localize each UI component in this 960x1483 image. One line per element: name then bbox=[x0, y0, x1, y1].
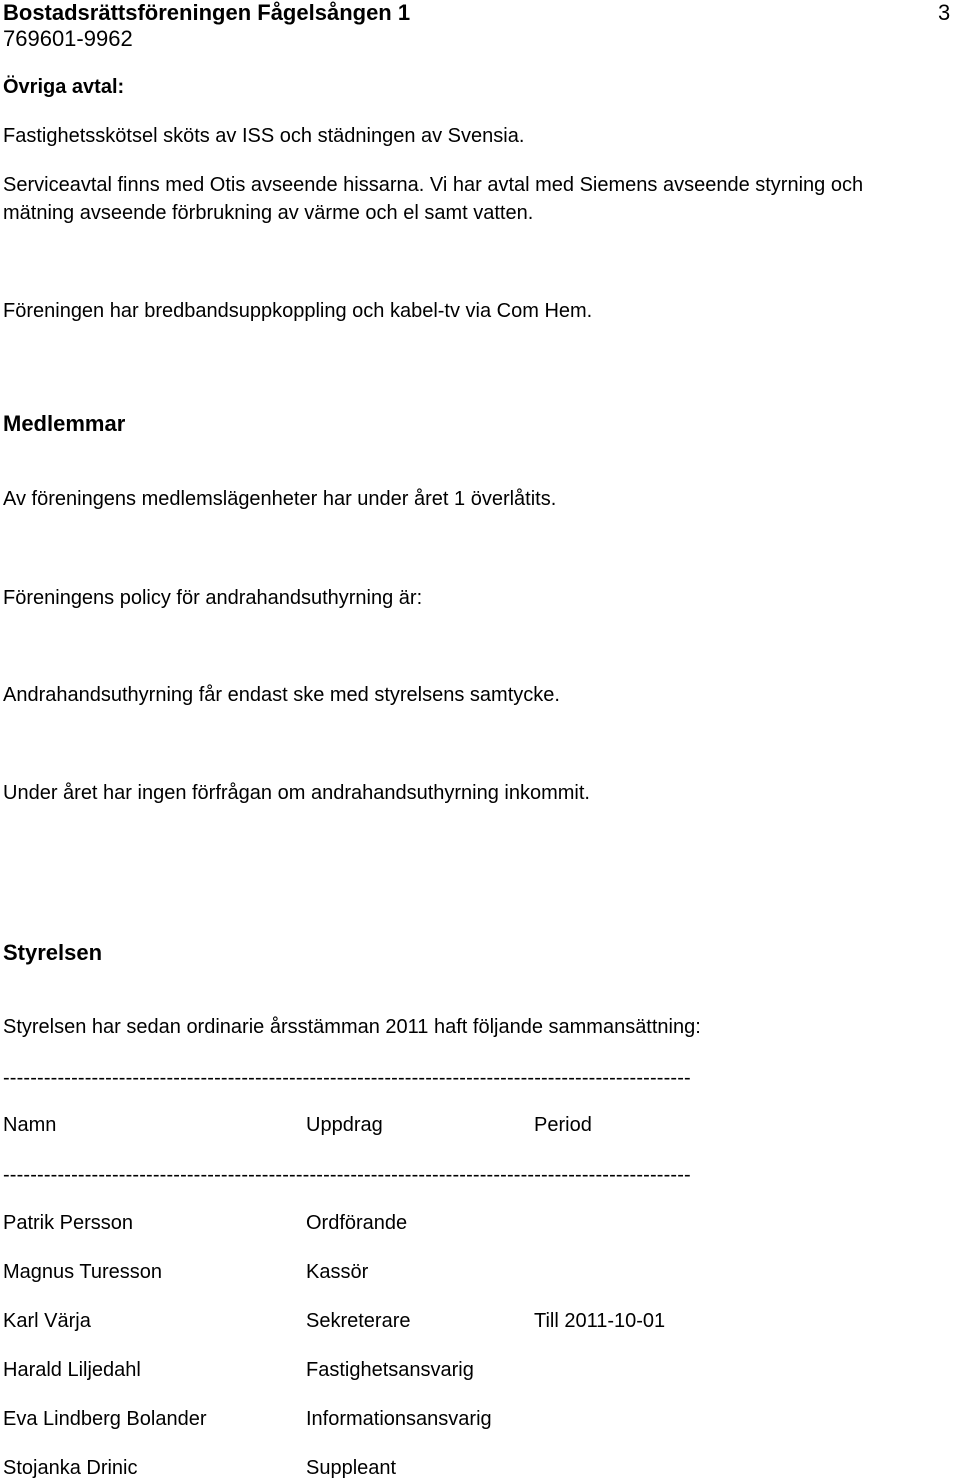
paragraph-serviceavtal-line2: mätning avseende förbrukning av värme och el samt vatten. bbox=[3, 202, 534, 224]
table-separator-header: ----------------------------------------------------------------------------------------------------- bbox=[3, 1164, 691, 1186]
member-name: Karl Värja bbox=[3, 1310, 91, 1332]
org-number: 769601-9962 bbox=[3, 26, 133, 51]
member-role: Informationsansvarig bbox=[306, 1408, 492, 1430]
paragraph-fastighetsskotsel: Fastighetsskötsel sköts av ISS och städningen av Svensia. bbox=[3, 125, 525, 147]
column-header-namn: Namn bbox=[3, 1114, 57, 1136]
member-name: Harald Liljedahl bbox=[3, 1359, 141, 1381]
paragraph-bredband: Föreningen har bredbandsuppkoppling och kabel-tv via Com Hem. bbox=[3, 300, 593, 322]
column-header-period: Period bbox=[534, 1114, 592, 1136]
member-name: Magnus Turesson bbox=[3, 1261, 162, 1283]
member-name: Eva Lindberg Bolander bbox=[3, 1408, 207, 1430]
member-role: Fastighetsansvarig bbox=[306, 1359, 474, 1381]
table-separator-top: ----------------------------------------------------------------------------------------------------- bbox=[3, 1067, 691, 1089]
member-name: Patrik Persson bbox=[3, 1212, 134, 1234]
member-role: Sekreterare bbox=[306, 1310, 411, 1332]
member-period: Till 2011-10-01 bbox=[534, 1310, 666, 1332]
page-number: 3 bbox=[938, 0, 951, 25]
member-role: Suppleant bbox=[306, 1457, 397, 1479]
paragraph-sammansattning: Styrelsen har sedan ordinarie årsstämman 2011 haft följande sammansättning: bbox=[3, 1016, 701, 1038]
paragraph-serviceavtal-line1: Serviceavtal finns med Otis avseende hissarna. Vi har avtal med Siemens avseende styrning och bbox=[3, 174, 864, 196]
member-role: Ordförande bbox=[306, 1212, 408, 1234]
section-heading-ovriga-avtal: Övriga avtal: bbox=[3, 76, 125, 98]
paragraph-policy: Föreningens policy för andrahandsuthyrning är: bbox=[3, 587, 423, 609]
section-heading-styrelsen: Styrelsen bbox=[3, 940, 103, 965]
document-title: Bostadsrättsföreningen Fågelsången 1 bbox=[3, 0, 411, 25]
paragraph-overlatelser: Av föreningens medlemslägenheter har under året 1 överlåtits. bbox=[3, 488, 557, 510]
paragraph-forfragan: Under året har ingen förfrågan om andrahandsuthyrning inkommit. bbox=[3, 782, 590, 804]
paragraph-samtycke: Andrahandsuthyrning får endast ske med styrelsens samtycke. bbox=[3, 684, 560, 706]
column-header-uppdrag: Uppdrag bbox=[306, 1114, 383, 1136]
member-role: Kassör bbox=[306, 1261, 369, 1283]
member-name: Stojanka Drinic bbox=[3, 1457, 138, 1479]
section-heading-medlemmar: Medlemmar bbox=[3, 411, 126, 436]
